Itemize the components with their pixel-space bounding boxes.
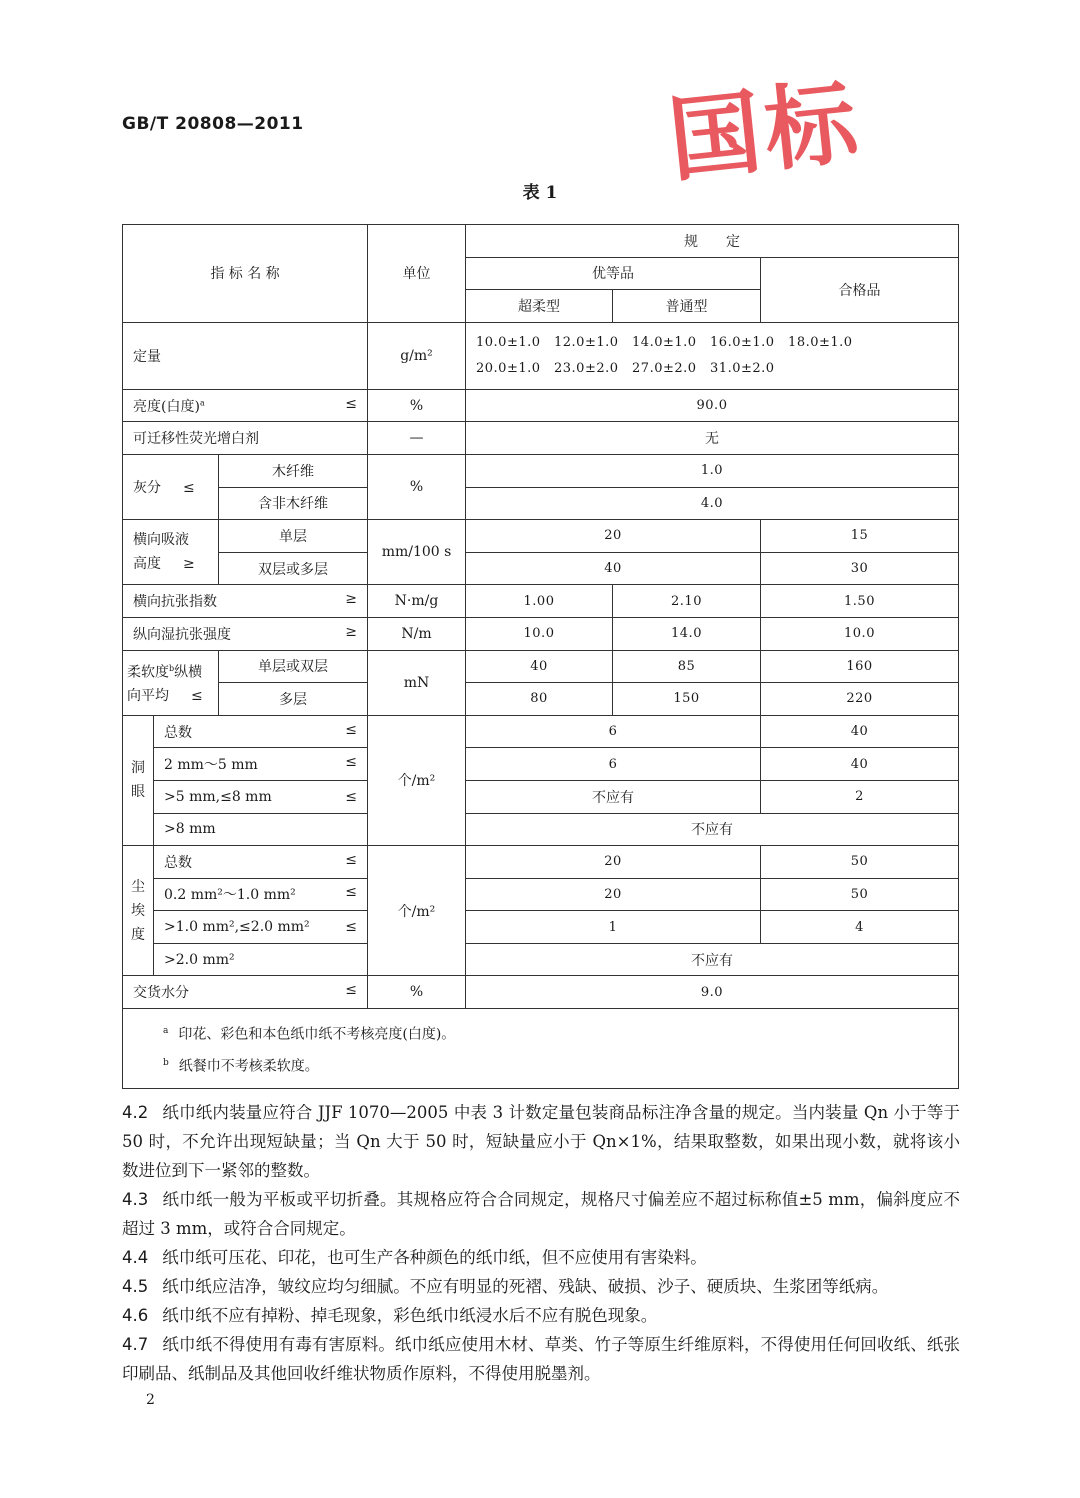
holes-qualified-3: 2 [761,780,959,813]
wet-qualified: 10.0 [761,617,959,650]
tensile-super: 1.00 [466,585,613,618]
dirt-premium-2: 20 [466,878,761,911]
tensile-qualified: 1.50 [761,585,959,618]
soft-super-2: 80 [466,683,613,716]
dirt-premium-3: 1 [466,911,761,944]
row-wet-unit: N/m [368,617,466,650]
holes-qualified-1: 40 [761,715,959,748]
table-notes [123,1009,959,1089]
absorb-premium-1: 20 [466,520,761,553]
row-gram-unit: g/m² [368,322,466,389]
col-indicator: 指 标 名 称 [123,225,368,323]
soft-super-1: 40 [466,650,613,683]
dirt-qualified-3: 4 [761,911,959,944]
soft-sub-single: 单层或双层 [219,650,368,683]
row-holes-unit: 个/m² [368,715,466,845]
col-ordinary: 普通型 [613,290,761,323]
holes-2-5mm: 2 mm～5 mm ≤ [154,748,368,781]
para-4-7: 4.7 纸巾纸不得使用有毒有害原料。纸巾纸应使用木材、草类、竹子等原生纤维原料，不得使用任何回收纸、纸张印刷品、纸制品及其他回收纤维状物质作原料，不得使用脱墨剂。 [122,1335,960,1383]
para-4-6: 4.6 纸巾纸不应有掉粉、掉毛现象，彩色纸巾纸浸水后不应有脱色现象。 [122,1306,658,1325]
row-gram-values [466,322,959,389]
dirt-qualified-1: 50 [761,846,959,879]
row-soft-name: 柔软度$^b$纵横 向平均 ≤ [123,650,219,715]
row-holes-name: 洞眼 [123,715,154,845]
col-spec: 规 定 [466,225,959,258]
row-ash-unit: % [368,454,466,519]
row-brightness-unit: % [368,389,466,422]
ash-value-1: 1.0 [466,454,959,487]
soft-qualified-1: 160 [761,650,959,683]
row-dirt-name: 尘埃度 [123,846,154,976]
page-number: 2 [146,1392,155,1408]
gram-line-1: 10.0±1.0 12.0±1.0 14.0±1.0 16.0±1.0 18.0±1.0 [476,334,853,350]
col-unit: 单位 [368,225,466,323]
spec-table [122,224,959,1089]
holes-value-4: 不应有 [466,813,959,846]
col-qualified: 合格品 [761,257,959,322]
holes-premium-2: 6 [466,748,761,781]
row-dirt-unit: 个/m² [368,846,466,976]
row-fluor-unit: — [368,422,466,455]
para-4-5: 4.5 纸巾纸应洁净，皱纹应均匀细腻。不应有明显的死褶、残缺、破损、沙子、硬质块、生浆团等纸病。 [122,1277,889,1296]
table-caption: 表 1 [522,183,558,203]
wet-ordinary: 14.0 [613,617,761,650]
row-tensile-unit: N·m/g [368,585,466,618]
absorb-qualified-2: 30 [761,552,959,585]
col-super-soft: 超柔型 [466,290,613,323]
holes-qualified-2: 40 [761,748,959,781]
row-fluor-value: 无 [466,422,959,455]
wet-super: 10.0 [466,617,613,650]
holes-5-8mm: >5 mm,≤8 mm ≤ [154,780,368,813]
dirt-over-2.0: >2.0 mm² [154,943,368,976]
ash-sub-nonwood: 含非木纤维 [219,487,368,520]
standard-number: GB/T 20808—2011 [122,114,304,134]
row-moisture-value: 9.0 [466,976,959,1009]
row-soft-unit: mN [368,650,466,715]
para-4-4: 4.4 纸巾纸可压花、印花，也可生产各种颜色的纸巾纸，但不应使用有害染料。 [122,1248,707,1267]
note-a: $^a$ 印花、彩色和本色纸巾纸不考核亮度(白度)。 [163,1026,456,1043]
row-gram-name: 定量 [123,322,368,389]
gram-line-2: 20.0±1.0 23.0±2.0 27.0±2.0 31.0±2.0 [476,360,775,376]
dirt-value-4: 不应有 [466,943,959,976]
row-absorb-name: 横向吸液 高度 ≥ [123,520,219,585]
row-ash-name: 灰分 ≤ [123,454,219,519]
soft-sub-multi: 多层 [219,683,368,716]
holes-premium-1: 6 [466,715,761,748]
absorb-premium-2: 40 [466,552,761,585]
row-wet-name: 纵向湿抗张强度 ≥ [123,617,368,650]
row-tensile-name: 横向抗张指数 ≥ [123,585,368,618]
row-brightness-name: 亮度(白度)$^a$ ≤ [123,389,368,422]
row-absorb-unit: mm/100 s [368,520,466,585]
dirt-1.0-2.0: >1.0 mm²,≤2.0 mm² ≤ [154,911,368,944]
dirt-total: 总数 ≤ [154,846,368,879]
absorb-sub-multi: 双层或多层 [219,552,368,585]
body-text [122,1098,960,1388]
para-4-2: 4.2 纸巾纸内装量应符合 JJF 1070—2005 中表 3 计数定量包装商品标注净含量的规定。当内装量 Qn 小于等于 50 时，不允许出现短缺量；当 Qn 大于 50 时，短缺量应小于 Qn×1%，结果取整数，如果出现小数，就将该小数进位到下一紧邻的整数。 [122,1103,960,1180]
para-4-3: 4.3 纸巾纸一般为平板或平切折叠。其规格应符合合同规定，规格尺寸偏差应不超过标称值±5 mm，偏斜度应不超过 3 mm，或符合合同规定。 [122,1190,960,1238]
dirt-0.2-1.0: 0.2 mm²～1.0 mm² ≤ [154,878,368,911]
row-fluor-name: 可迁移性荧光增白剂 [123,422,368,455]
tensile-ordinary: 2.10 [613,585,761,618]
holes-premium-3: 不应有 [466,780,761,813]
row-moisture-name: 交货水分 ≤ [123,976,368,1009]
col-premium: 优等品 [466,257,761,290]
soft-qualified-2: 220 [761,683,959,716]
note-b: $^b$ 纸餐巾不考核柔软度。 [163,1057,319,1075]
ash-sub-wood: 木纤维 [219,454,368,487]
soft-ordinary-1: 85 [613,650,761,683]
row-moisture-unit: % [368,976,466,1009]
dirt-qualified-2: 50 [761,878,959,911]
stamp-watermark: 国标 [663,68,866,195]
holes-total: 总数 ≤ [154,715,368,748]
absorb-sub-single: 单层 [219,520,368,553]
dirt-premium-1: 20 [466,846,761,879]
ash-value-2: 4.0 [466,487,959,520]
holes-over-8mm: >8 mm [154,813,368,846]
absorb-qualified-1: 15 [761,520,959,553]
row-brightness-value: 90.0 [466,389,959,422]
soft-ordinary-2: 150 [613,683,761,716]
